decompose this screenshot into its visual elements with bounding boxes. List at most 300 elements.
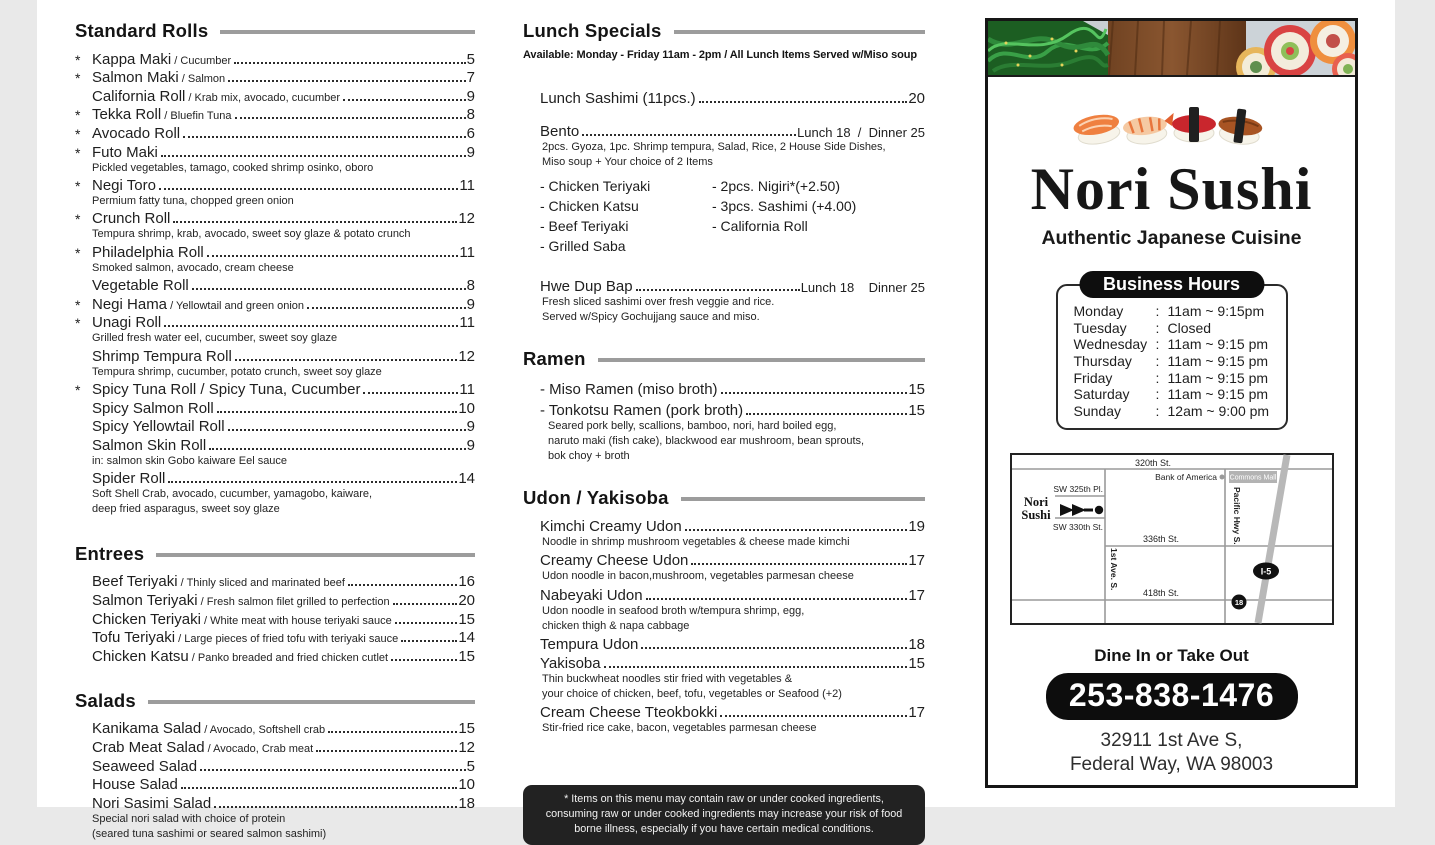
dot-leader bbox=[721, 392, 908, 394]
map-label-commons-mall: Commons Mall bbox=[1229, 474, 1276, 482]
menu-item-description: Fresh sliced sashimi over fresh veggie and rice. bbox=[542, 296, 775, 309]
hours-day: Sunday bbox=[1073, 402, 1121, 419]
menu-item-price: 17 bbox=[908, 552, 925, 570]
hours-colon: : bbox=[1155, 319, 1160, 336]
section-header bbox=[75, 20, 475, 42]
raw-item-asterisk: * bbox=[75, 382, 81, 399]
menu-item-row bbox=[75, 68, 475, 87]
hours-day: Wednesday bbox=[1073, 336, 1148, 353]
business-hours-row bbox=[1074, 403, 1286, 420]
address-line-2: Federal Way, WA 98003 bbox=[1069, 754, 1274, 776]
menu-item-row bbox=[75, 590, 475, 609]
section-title: Lunch Specials bbox=[523, 20, 662, 41]
menu-item-name: Salmon Skin Roll bbox=[92, 436, 207, 454]
menu-item-price: 6 bbox=[466, 124, 475, 142]
menu-item-price: 9 bbox=[466, 418, 475, 436]
salads-items bbox=[75, 719, 475, 842]
street-address bbox=[988, 729, 1355, 777]
info-panel bbox=[985, 18, 1358, 788]
hours-day: Tuesday bbox=[1073, 319, 1127, 336]
phone-number: 253-838-1476 bbox=[1046, 673, 1298, 720]
dot-leader bbox=[746, 413, 907, 415]
shrimp-nigiri bbox=[1121, 113, 1176, 146]
menu-item-name: - Tonkotsu Ramen (pork broth) bbox=[540, 401, 744, 419]
map-label-bank-of-america: Bank of America bbox=[1154, 472, 1217, 483]
menu-item-row bbox=[75, 793, 475, 812]
menu-item-description: in: salmon skin Gobo kaiware Eel sauce bbox=[92, 454, 288, 467]
raw-item-asterisk: * bbox=[75, 315, 81, 332]
bento-choice-item: - Beef Teriyaki bbox=[540, 217, 629, 234]
menu-item-row bbox=[75, 737, 475, 756]
menu-item-name: Salmon Maki / Salmon bbox=[92, 69, 226, 87]
business-hours-row bbox=[1074, 353, 1286, 370]
menu-item-row bbox=[75, 175, 475, 194]
hours-colon: : bbox=[1155, 352, 1160, 369]
menu-item-inline-desc: / White meat with house teriyaki sauce bbox=[200, 614, 392, 627]
menu-item-price: 11 bbox=[459, 243, 475, 261]
menu-item-name: House Salad bbox=[92, 776, 178, 794]
section-rule bbox=[598, 358, 925, 362]
menu-item-row bbox=[75, 646, 475, 665]
menu-item-name: Seaweed Salad bbox=[92, 757, 198, 775]
menu-item-row bbox=[523, 277, 925, 296]
dot-leader bbox=[328, 731, 457, 733]
menu-page bbox=[37, 0, 1395, 840]
dot-leader bbox=[234, 62, 466, 64]
menu-item-name: Avocado Roll bbox=[92, 124, 181, 142]
lunch-sashimi-item bbox=[523, 88, 925, 107]
menu-item-name: - Miso Ramen (miso broth) bbox=[540, 380, 718, 398]
menu-item-row bbox=[75, 276, 475, 295]
dot-leader bbox=[228, 80, 465, 82]
section-header bbox=[523, 20, 925, 42]
menu-item-price: 9 bbox=[466, 295, 475, 313]
business-hours-rows bbox=[1074, 303, 1286, 419]
dot-leader bbox=[393, 603, 458, 605]
section-header bbox=[75, 690, 475, 712]
lunch-availability-note: Available: Monday - Friday 11am - 2pm / All Lunch Items Served w/Miso soup bbox=[523, 49, 917, 61]
menu-item-description: naruto maki (fish cake), blackwood ear mushroom, bean sprouts, bbox=[548, 434, 865, 447]
section-rule bbox=[681, 497, 925, 501]
menu-item-name: Crunch Roll bbox=[92, 210, 171, 228]
menu-item-price: 15 bbox=[458, 610, 475, 628]
dot-leader bbox=[395, 622, 458, 624]
hours-colon: : bbox=[1155, 386, 1160, 403]
menu-item-inline-desc: / Bluefin Tuna bbox=[161, 110, 232, 123]
dot-leader bbox=[646, 598, 908, 600]
restaurant-location-dot bbox=[1094, 506, 1102, 514]
bento-choices-right bbox=[712, 176, 925, 256]
menu-item-description: Pickled vegetables, tamago, cooked shrimp osinko, oboro bbox=[92, 161, 374, 174]
bank-marker-dot bbox=[1219, 475, 1224, 480]
menu-item-description: Miso soup + Your choice of 2 Items bbox=[542, 155, 713, 168]
section-title: Entrees bbox=[75, 542, 145, 564]
menu-item-price: 10 bbox=[458, 399, 475, 417]
dot-leader bbox=[363, 392, 458, 394]
bento-choice-lists bbox=[523, 176, 925, 256]
dot-leader bbox=[235, 117, 466, 119]
map-label-320th: 320th St. bbox=[1134, 458, 1171, 469]
section-rule bbox=[674, 30, 925, 34]
menu-item-description: Served w/Spicy Gochujjang sauce and miso. bbox=[542, 311, 760, 324]
left-column bbox=[75, 20, 475, 841]
menu-item-row bbox=[75, 86, 475, 105]
dot-leader bbox=[207, 255, 459, 257]
menu-item-price: 15 bbox=[908, 654, 925, 672]
menu-item-name: Unagi Roll bbox=[92, 314, 162, 332]
standard-rolls-items bbox=[75, 49, 475, 517]
menu-item-name: Negi Hama / Yellowtail and green onion bbox=[92, 295, 305, 313]
raw-item-asterisk: * bbox=[75, 296, 81, 313]
menu-item-name: Futo Maki bbox=[92, 143, 158, 161]
menu-item-row bbox=[523, 377, 925, 398]
menu-item-row bbox=[75, 628, 475, 647]
menu-item-price: 18 bbox=[458, 794, 475, 812]
menu-item-row bbox=[75, 123, 475, 142]
menu-item-description: chicken thigh & napa cabbage bbox=[542, 619, 690, 632]
menu-item-name: Shrimp Tempura Roll bbox=[92, 347, 232, 365]
address-line-1: 32911 1st Ave S, bbox=[1100, 730, 1243, 752]
menu-item-row bbox=[523, 653, 925, 672]
dot-leader bbox=[348, 584, 457, 586]
menu-item-description: Tempura shrimp, cucumber, potato crunch, sweet soy glaze bbox=[92, 365, 382, 378]
menu-item-row bbox=[75, 756, 475, 775]
wood-background bbox=[1096, 21, 1248, 75]
dot-leader bbox=[209, 448, 465, 450]
menu-item-row bbox=[75, 313, 475, 332]
menu-item-name: Negi Toro bbox=[92, 176, 156, 194]
raw-item-asterisk: * bbox=[75, 144, 81, 161]
map-label-sw-325th: SW 325th Pl. bbox=[1052, 484, 1103, 495]
entrees-items bbox=[75, 572, 475, 665]
menu-item-row bbox=[523, 88, 925, 107]
menu-item-row bbox=[75, 346, 475, 365]
dot-leader bbox=[173, 221, 457, 223]
menu-item-row bbox=[75, 380, 475, 399]
menu-item-price: 15 bbox=[908, 380, 925, 398]
dot-leader bbox=[183, 136, 466, 138]
menu-item-description: deep fried asparagus, sweet soy glaze bbox=[92, 503, 280, 516]
hours-value: 11am ~ 9:15 pm bbox=[1167, 336, 1269, 353]
hours-colon: : bbox=[1155, 369, 1160, 386]
menu-item-row bbox=[75, 609, 475, 628]
dot-leader bbox=[307, 307, 466, 309]
menu-item-name: Bento bbox=[540, 123, 580, 141]
menu-item-price: 16 bbox=[458, 573, 475, 591]
business-hours-row bbox=[1074, 320, 1286, 337]
map-label-sushi: Sushi bbox=[1020, 508, 1051, 523]
bento-choices-left bbox=[540, 176, 712, 256]
middle-column bbox=[523, 20, 925, 845]
menu-item-name: Creamy Cheese Udon bbox=[540, 552, 689, 570]
menu-item-row bbox=[75, 572, 475, 591]
dine-in-take-out-label: Dine In or Take Out bbox=[1094, 646, 1249, 666]
hours-day: Friday bbox=[1073, 369, 1113, 386]
menu-item-row bbox=[75, 49, 475, 68]
menu-item-name: Nori Sasimi Salad bbox=[92, 794, 212, 812]
menu-item-price: 20 bbox=[458, 592, 475, 610]
menu-item-price: Lunch 18 Dinner 25 bbox=[800, 280, 925, 296]
menu-item-inline-desc: / Krab mix, avocado, cucumber bbox=[185, 91, 341, 104]
menu-item-name: Yakisoba bbox=[540, 654, 601, 672]
menu-item-row bbox=[523, 585, 925, 604]
menu-item-row bbox=[523, 122, 925, 141]
bento-item bbox=[523, 122, 925, 170]
dot-leader bbox=[699, 101, 908, 103]
dot-leader bbox=[720, 715, 907, 717]
menu-item-row bbox=[75, 398, 475, 417]
menu-item-price: 20 bbox=[908, 89, 925, 107]
business-hours-row bbox=[1074, 303, 1286, 320]
menu-item-name: Tekka Roll / Bluefin Tuna bbox=[92, 106, 232, 124]
hours-day: Saturday bbox=[1073, 386, 1130, 403]
hours-value: Closed bbox=[1167, 319, 1212, 336]
raw-item-asterisk: * bbox=[75, 211, 81, 228]
menu-item-name: Kanikama Salad / Avocado, Softshell crab bbox=[92, 720, 326, 738]
menu-item-name: Spicy Salmon Roll bbox=[92, 399, 214, 417]
menu-item-row bbox=[75, 294, 475, 313]
dot-leader bbox=[343, 99, 466, 101]
menu-item-price: 15 bbox=[908, 401, 925, 419]
menu-item-price: 19 bbox=[908, 518, 925, 536]
section-title: Standard Rolls bbox=[75, 20, 209, 41]
dot-leader bbox=[401, 640, 457, 642]
menu-item-inline-desc: / Avocado, Softshell crab bbox=[201, 724, 326, 737]
sushi-rolls-photo bbox=[1236, 21, 1355, 77]
menu-item-name: Spicy Tuna Roll / Spicy Tuna, Cucumber bbox=[92, 381, 361, 399]
ramen-items bbox=[523, 377, 925, 464]
menu-item-price: 12 bbox=[458, 347, 475, 365]
seaweed-salad-photo bbox=[988, 21, 1108, 75]
raw-item-asterisk: * bbox=[75, 177, 81, 194]
menu-item-name: Philadelphia Roll bbox=[92, 243, 204, 261]
salmon-nigiri bbox=[1072, 112, 1122, 148]
dot-leader bbox=[161, 155, 466, 157]
menu-item-name: Cream Cheese Tteokbokki bbox=[540, 704, 718, 722]
menu-item-inline-desc: / Avocado, Crab meat bbox=[204, 743, 314, 756]
menu-item-row bbox=[75, 142, 475, 161]
menu-item-description: (seared tuna sashimi or seared salmon sashimi) bbox=[92, 827, 327, 840]
dot-leader bbox=[316, 750, 457, 752]
dot-leader bbox=[200, 769, 466, 771]
menu-item-row bbox=[75, 435, 475, 454]
food-photo-strip bbox=[988, 21, 1355, 77]
dot-leader bbox=[582, 134, 796, 136]
menu-item-name: Chicken Teriyaki / White meat with house teriyaki sauce bbox=[92, 610, 392, 628]
menu-item-price: 9 bbox=[466, 87, 475, 105]
raw-item-asterisk: * bbox=[75, 107, 81, 124]
hours-value: 12am ~ 9:00 pm bbox=[1167, 402, 1270, 419]
raw-item-asterisk: * bbox=[75, 125, 81, 142]
dot-leader bbox=[685, 529, 908, 531]
bento-choice-item: - Grilled Saba bbox=[540, 237, 626, 254]
dot-leader bbox=[168, 481, 457, 483]
menu-item-price: 14 bbox=[458, 629, 475, 647]
map-label-336th: 336th St. bbox=[1142, 534, 1179, 545]
menu-item-name: Salmon Teriyaki / Fresh salmon filet grilled to perfection bbox=[92, 592, 390, 610]
menu-item-price: 9 bbox=[466, 436, 475, 454]
menu-item-description: Udon noodle in bacon,mushroom, vegetables parmesan cheese bbox=[542, 570, 854, 583]
menu-item-inline-desc: / Cucumber bbox=[171, 54, 232, 67]
menu-item-price: 11 bbox=[459, 314, 475, 332]
location-map bbox=[1010, 453, 1334, 625]
menu-item-description: Special nori salad with choice of protein bbox=[92, 812, 286, 825]
menu-item-row bbox=[75, 719, 475, 738]
section-title: Salads bbox=[75, 689, 136, 711]
menu-item-price: 11 bbox=[459, 381, 475, 399]
menu-item-row bbox=[523, 550, 925, 569]
menu-item-inline-desc: / Salmon bbox=[178, 73, 226, 86]
menu-item-inline-desc: / Large pieces of fried tofu with teriyaki sauce bbox=[175, 633, 399, 646]
menu-item-row bbox=[75, 242, 475, 261]
menu-item-price: 12 bbox=[458, 739, 475, 757]
menu-item-description: Seared pork belly, scallions, bamboo, nori, hard boiled egg, bbox=[548, 419, 837, 432]
menu-item-name: Spicy Yellowtail Roll bbox=[92, 418, 225, 436]
menu-item-price: 7 bbox=[466, 69, 475, 87]
menu-item-price: 9 bbox=[466, 143, 475, 161]
menu-item-price: 11 bbox=[459, 176, 475, 194]
menu-item-name: Nabeyaki Udon bbox=[540, 586, 643, 604]
bento-choice-item: - Chicken Katsu bbox=[540, 197, 639, 214]
dot-leader bbox=[235, 359, 458, 361]
menu-item-price: 10 bbox=[458, 776, 475, 794]
dot-leader bbox=[691, 563, 907, 565]
business-hours-row bbox=[1074, 336, 1286, 353]
bento-choice-item: - 2pcs. Nigiri*(+2.50) bbox=[712, 177, 840, 194]
menu-item-row bbox=[75, 775, 475, 794]
business-hours-row bbox=[1074, 370, 1286, 387]
menu-item-name: California Roll / Krab mix, avocado, cucumber bbox=[92, 87, 341, 105]
hours-value: 11am ~ 9:15 pm bbox=[1167, 386, 1269, 403]
highway-18-label: 18 bbox=[1234, 598, 1243, 608]
dot-leader bbox=[159, 188, 458, 190]
menu-item-price: 5 bbox=[466, 757, 475, 775]
menu-item-price: 17 bbox=[908, 704, 925, 722]
menu-item-name: Lunch Sashimi (11pcs.) bbox=[540, 89, 696, 107]
section-rule bbox=[220, 30, 475, 34]
menu-item-description: bok choy + broth bbox=[548, 449, 630, 462]
menu-item-inline-desc: / Thinly sliced and marinated beef bbox=[177, 577, 345, 590]
menu-item-row bbox=[75, 105, 475, 124]
map-label-sw-330th: SW 330th St. bbox=[1052, 522, 1103, 533]
raw-item-asterisk: * bbox=[75, 70, 81, 87]
hours-value: 11am ~ 9:15pm bbox=[1167, 303, 1265, 320]
section-entrees bbox=[75, 543, 475, 665]
menu-item-price: 5 bbox=[466, 50, 475, 68]
menu-item-price: 17 bbox=[908, 586, 925, 604]
hours-day: Thursday bbox=[1073, 352, 1132, 369]
dot-leader bbox=[604, 666, 908, 668]
bento-choice-item: - Chicken Teriyaki bbox=[540, 177, 651, 194]
section-title: Ramen bbox=[523, 347, 586, 369]
menu-item-description: Tempura shrimp, krab, avocado, sweet soy glaze & potato crunch bbox=[92, 228, 411, 241]
menu-item-inline-desc: / Yellowtail and green onion bbox=[167, 299, 305, 312]
hours-day: Monday bbox=[1073, 303, 1124, 320]
menu-item-name: Kimchi Creamy Udon bbox=[540, 518, 682, 536]
menu-item-description: Thin buckwheat noodles stir fried with vegetables & bbox=[542, 672, 793, 685]
menu-item-description: Smoked salmon, avocado, cream cheese bbox=[92, 261, 294, 274]
menu-item-name: Hwe Dup Bap bbox=[540, 278, 633, 296]
dot-leader bbox=[217, 411, 458, 413]
udon-items bbox=[523, 516, 925, 736]
menu-item-row bbox=[75, 469, 475, 488]
map-label-pacific-hwy: Pacific Hwy S. bbox=[1231, 487, 1242, 545]
hwe-dup-bap-item bbox=[523, 277, 925, 325]
menu-item-description: Soft Shell Crab, avocado, cucumber, yamagobo, kaiware, bbox=[92, 488, 373, 501]
bento-choice-item: - California Roll bbox=[712, 217, 808, 234]
section-salads bbox=[75, 690, 475, 842]
dot-leader bbox=[164, 325, 458, 327]
raw-item-asterisk: * bbox=[75, 51, 81, 68]
menu-item-inline-desc: / Panko breaded and fried chicken cutlet bbox=[188, 651, 389, 664]
menu-item-price: 8 bbox=[466, 106, 475, 124]
menu-item-description: your choice of chicken, beef, tofu, vegetables or Seafood (+2) bbox=[542, 688, 842, 701]
section-rule bbox=[148, 700, 475, 704]
section-standard-rolls bbox=[75, 20, 475, 517]
menu-item-row bbox=[523, 702, 925, 721]
menu-item-price: 12 bbox=[458, 210, 475, 228]
menu-item-description: Grilled fresh water eel, cucumber, sweet soy glaze bbox=[92, 332, 338, 345]
restaurant-tagline: Authentic Japanese Cuisine bbox=[1041, 227, 1302, 250]
i5-badge-label: I-5 bbox=[1260, 566, 1271, 577]
bento-choice-item: - 3pcs. Sashimi (+4.00) bbox=[712, 197, 857, 214]
tuna-nigiri bbox=[1172, 107, 1216, 142]
menu-item-name: Tofu Teriyaki / Large pieces of fried tofu with teriyaki sauce bbox=[92, 629, 399, 647]
map-label-418th: 418th St. bbox=[1142, 588, 1179, 599]
menu-item-price: 8 bbox=[466, 277, 475, 295]
nigiri-row-illustration bbox=[1072, 99, 1272, 151]
restaurant-name: Nori Sushi bbox=[1030, 156, 1313, 222]
menu-item-price: Lunch 18 / Dinner 25 bbox=[797, 125, 925, 141]
eel-nigiri bbox=[1216, 106, 1264, 146]
hours-colon: : bbox=[1155, 336, 1160, 353]
menu-item-row bbox=[75, 417, 475, 436]
dot-leader bbox=[641, 647, 907, 649]
menu-item-description: Permium fatty tuna, chopped green onion bbox=[92, 194, 294, 207]
menu-item-description: Udon noodle in seafood broth w/tempura shrimp, egg, bbox=[542, 604, 805, 617]
map-label-1st-ave: 1st Ave. S. bbox=[1108, 548, 1119, 591]
menu-item-name: Crab Meat Salad / Avocado, Crab meat bbox=[92, 739, 314, 757]
menu-item-price: 18 bbox=[908, 635, 925, 653]
dot-leader bbox=[228, 429, 466, 431]
dot-leader bbox=[391, 659, 457, 661]
hours-value: 11am ~ 9:15 pm bbox=[1167, 352, 1269, 369]
menu-item-name: Tempura Udon bbox=[540, 635, 639, 653]
dot-leader bbox=[192, 288, 466, 290]
section-header bbox=[523, 348, 925, 370]
menu-item-name: Beef Teriyaki / Thinly sliced and marinated beef bbox=[92, 573, 345, 591]
section-rule bbox=[156, 553, 475, 557]
hours-value: 11am ~ 9:15 pm bbox=[1167, 369, 1269, 386]
section-header bbox=[523, 487, 925, 509]
menu-item-description: Noodle in shrimp mushroom vegetables & cheese made kimchi bbox=[542, 536, 850, 549]
dot-leader bbox=[636, 289, 800, 291]
menu-item-name: Kappa Maki / Cucumber bbox=[92, 50, 232, 68]
map-label-nori: Nori bbox=[1023, 495, 1048, 510]
menu-item-description: 2pcs. Gyoza, 1pc. Shrimp tempura, Salad, Rice, 2 House Side Dishes, bbox=[542, 141, 886, 154]
menu-item-price: 15 bbox=[458, 647, 475, 665]
menu-item-row bbox=[523, 634, 925, 653]
menu-item-description: Stir-fried rice cake, bacon, vegetables parmesan cheese bbox=[542, 722, 817, 735]
raw-food-disclaimer: * Items on this menu may contain raw or under cooked ingredients, consuming raw or under cooked ingredients may increase your risk of food borne illness, especially if you have certain medical conditions. bbox=[523, 785, 925, 845]
menu-item-name: Spider Roll bbox=[92, 470, 166, 488]
section-title: Udon / Yakisoba bbox=[523, 487, 669, 509]
section-header bbox=[75, 543, 475, 565]
menu-item-row bbox=[75, 209, 475, 228]
menu-item-price: 14 bbox=[458, 470, 475, 488]
business-hours-row bbox=[1074, 386, 1286, 403]
hours-colon: : bbox=[1155, 402, 1160, 419]
